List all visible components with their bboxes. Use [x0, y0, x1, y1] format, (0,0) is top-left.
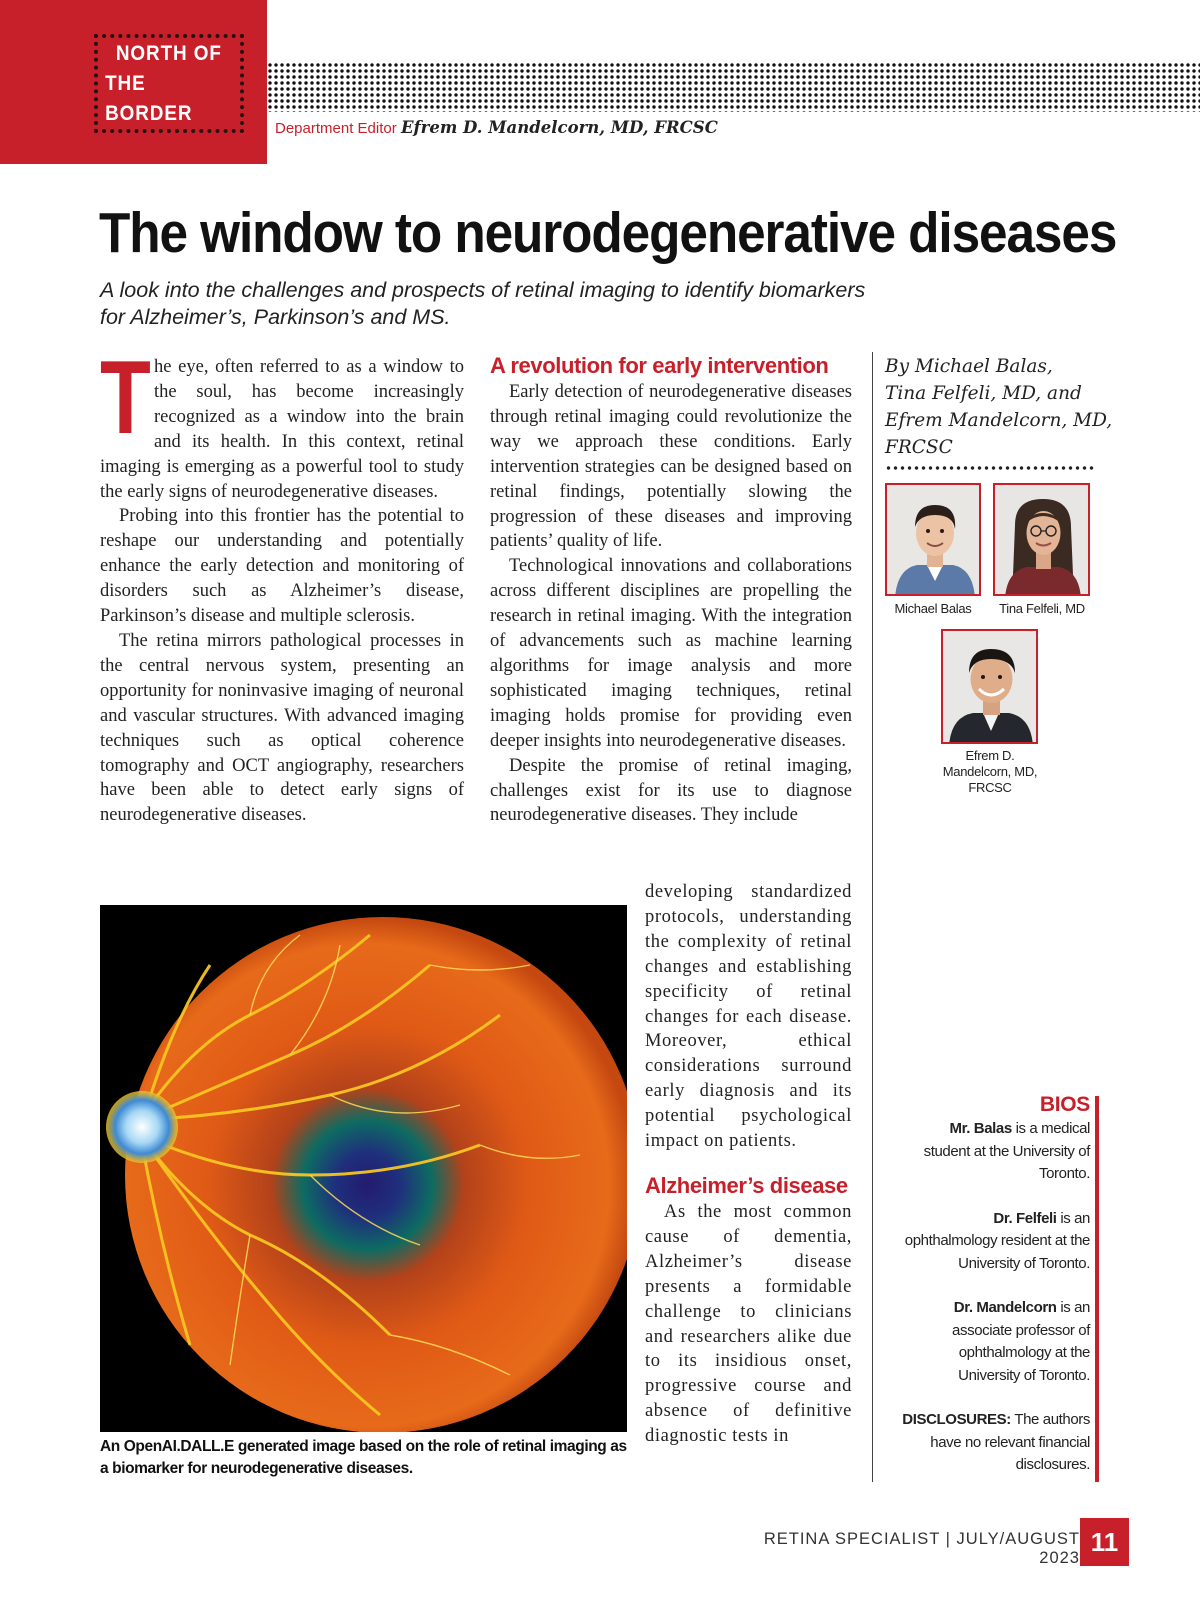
retina-fundus-image — [100, 905, 627, 1432]
deck-line-2: for Alzheimer’s, Parkinson’s and MS. — [100, 305, 451, 329]
body-column-1 — [100, 340, 464, 828]
body-column-2 — [490, 352, 852, 828]
body-column-2-lower — [645, 880, 852, 1449]
deck-line-1: A look into the challenges and prospects of retinal imaging to identify biomarkers — [100, 278, 866, 302]
bio-mandelcorn-text: is an associate professor of ophthalmology at the University of Toronto. — [952, 1299, 1090, 1384]
col2-paragraph-1: Early detection of neurodegenerative diseases through retinal imaging could revolutionize the way we approach these conditions. Early intervention strategies can be designed based on retinal findings, potentially slowing the progression of these diseases and improving patients’ quality of life. — [490, 382, 852, 552]
author-photo-felfeli — [993, 483, 1090, 596]
department-editor-label: Department Editor — [275, 120, 397, 137]
byline-line-1: By Michael Balas, — [885, 356, 1053, 377]
bios-heading: BIOS — [1039, 1093, 1090, 1116]
col1-paragraph-3: The retina mirrors pathological processes in the central nervous system, presenting an opportunity for noninvasive imaging of neuronal and vascular structures. With advanced imaging techniques such as optical coherence tomography and OCT angiography, researchers have been able to detect early signs of neurodegenerative diseases. — [100, 630, 464, 826]
bio-balas — [900, 1118, 1090, 1186]
disclosures-label: DISCLOSURES: — [902, 1411, 1011, 1428]
footer-publication: RETINA SPECIALIST | JULY/AUGUST 2023 — [763, 1530, 1080, 1567]
author-caption-mandelcorn-line2: Mandelcorn, MD, — [942, 764, 1038, 779]
figure-caption: An OpenAI.DALL.E generated image based on the role of retinal imaging as a biomarker for neurodegenerative diseases. — [100, 1438, 627, 1477]
author-caption-mandelcorn — [926, 748, 1054, 796]
bio-balas-text: is a medical student at the University of Toronto. — [923, 1120, 1090, 1182]
col1-p1-text: he eye, often referred to as a window to the soul, has become increasingly recognized as a window into the brain and its health. In this context, retinal imaging is emerging as a powerful tool to study the early signs of neurodegenerative diseases. — [100, 357, 464, 502]
department-tag-box — [94, 34, 244, 133]
department-tag-line2: THE BORDER — [105, 71, 193, 125]
disclosures — [900, 1409, 1090, 1477]
bio-felfeli-name: Dr. Felfeli — [993, 1209, 1057, 1227]
col1-paragraph-2: Probing into this frontier has the potential to reshape our understanding and potentially enhance the early detection and monitoring of disorders such as Alzheimer’s disease, Parkinson’s disease and multiple sclerosis. — [100, 506, 464, 627]
byline-line-4: FRCSC — [885, 437, 953, 458]
dot-pattern-band — [267, 62, 1200, 112]
disclosures-text: The authors have no relevant financial disclosures. — [930, 1411, 1090, 1473]
col2-paragraph-3-continued: developing standardized protocols, understanding the complexity of retinal changes and establishing specificity of retinal changes for each disease. Moreover, ethical considerations surround early diagnosis and its potential psychological impact on patients. — [645, 882, 852, 1152]
section-heading-early-intervention: A revolution for early intervention — [490, 353, 829, 378]
byline-line-3: Efrem Mandelcorn, MD, — [885, 410, 1113, 431]
department-tag — [0, 0, 267, 164]
byline-dot-separator — [885, 465, 1095, 471]
article-title: The window to neurodegenerative diseases — [99, 201, 1117, 265]
portrait-balas-image — [887, 485, 981, 596]
department-editor-name: Efrem D. Mandelcorn, MD, FRCSC — [400, 118, 718, 137]
bio-balas-name: Mr. Balas — [949, 1120, 1012, 1137]
col2-paragraph-3: Despite the promise of retinal imaging, challenges exist for its use to diagnose neurodegenerative diseases. They include — [490, 755, 852, 826]
col2-paragraph-2: Technological innovations and collaborations across different disciplines are propelling the research in retinal imaging. With the integration of advancements such as machine learning algorithms for image analysis and more sophisticated imaging techniques, retinal imaging holds promise for providing even deeper insights into neurodegenerative diseases. — [490, 556, 852, 751]
col2-paragraph-4: As the most common cause of dementia, Alzheimer’s disease presents a formidable challenge to clinicians and researchers alike due to its insidious onset, progressive course and absence of definitive diagnostic tests in — [645, 1201, 852, 1447]
author-caption-balas: Michael Balas — [894, 601, 972, 616]
column-divider — [872, 352, 873, 1482]
section-heading-alzheimers: Alzheimer’s disease — [645, 1172, 848, 1198]
department-editor — [275, 118, 718, 138]
bios-accent-rule — [1095, 1096, 1099, 1482]
drop-cap: T — [100, 340, 151, 456]
fundus-illustration — [100, 905, 627, 1432]
byline — [885, 353, 1115, 461]
author-caption-mandelcorn-line1: Efrem D. — [965, 748, 1015, 763]
author-photo-mandelcorn — [941, 629, 1038, 744]
page-number: 11 — [1080, 1518, 1129, 1566]
department-tag-line1: NORTH OF — [116, 41, 222, 65]
bio-felfeli-text: is an ophthalmology resident at the University of Toronto. — [904, 1209, 1090, 1272]
portrait-felfeli-image — [995, 485, 1090, 596]
article-deck — [100, 277, 1000, 331]
bio-felfeli — [900, 1208, 1090, 1276]
bio-mandelcorn — [900, 1297, 1090, 1387]
col1-paragraph-1 — [100, 340, 464, 504]
author-photo-balas — [885, 483, 981, 596]
author-caption-felfeli: Tina Felfeli, MD — [999, 601, 1085, 616]
author-caption-mandelcorn-line3: FRCSC — [968, 780, 1012, 795]
byline-line-2: Tina Felfeli, MD, and — [885, 383, 1082, 404]
author-bios — [900, 1092, 1090, 1477]
bio-mandelcorn-name: Dr. Mandelcorn — [953, 1299, 1057, 1316]
portrait-mandelcorn-image — [943, 631, 1038, 744]
